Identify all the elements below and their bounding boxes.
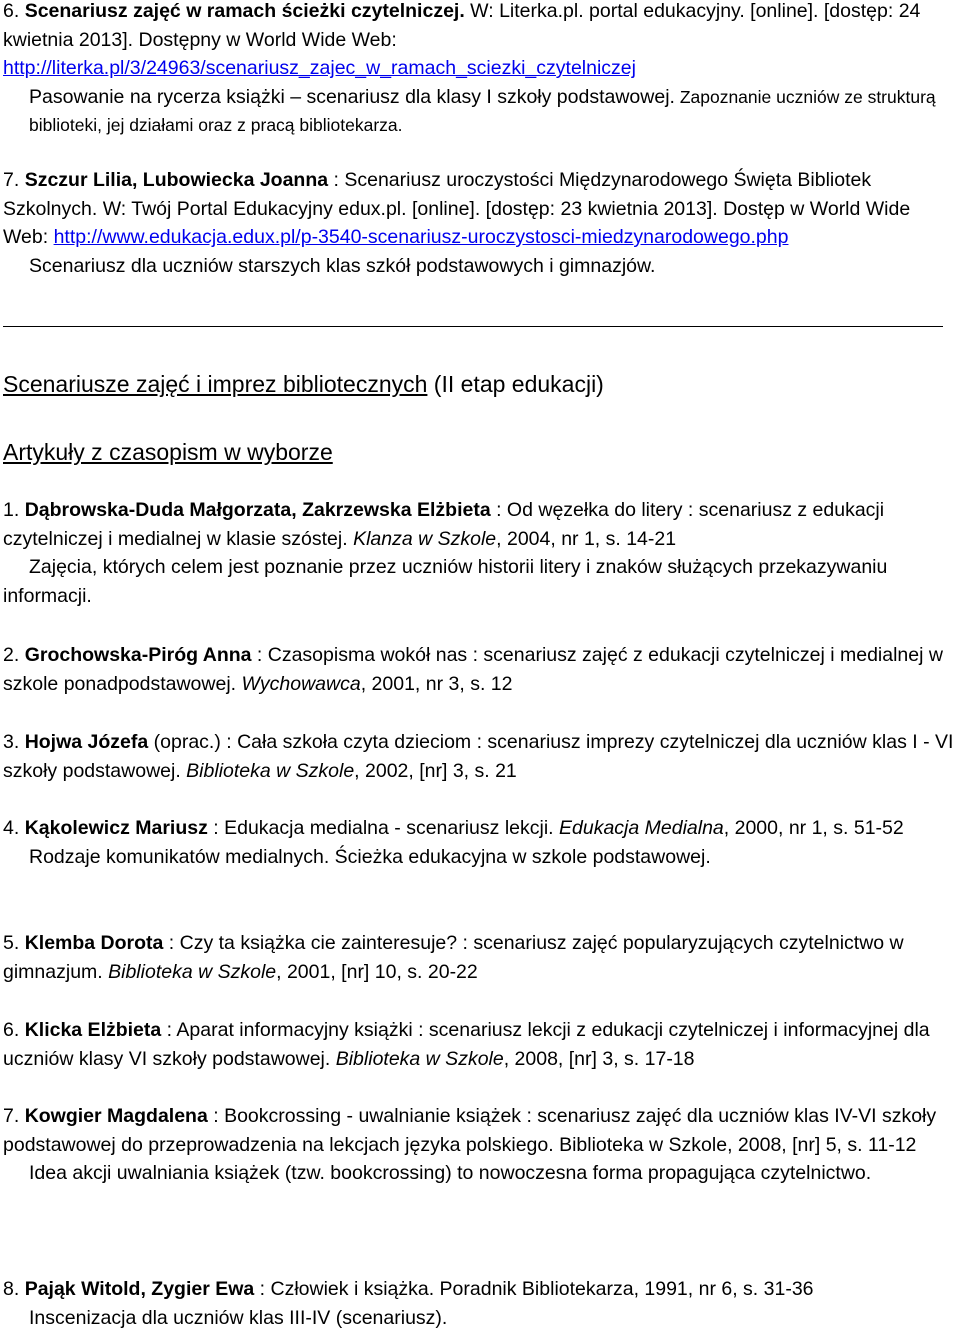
article-title: : Czy ta książka cie zainteresuje? : scenariusz zajęć popularyzujących czytelnictwo w gimnazjum. (3, 932, 904, 983)
article-title: : Czasopisma wokół nas : scenariusz zajęć z edukacji czytelniczej i medialnej w szkole ponadpodstawowej. (3, 644, 943, 695)
entry-link[interactable]: http://literka.pl/3/24963/scenariusz_zajec_w_ramach_sciezki_czytelniczej (3, 57, 636, 80)
article-note: Inscenizacja dla uczniów klas III-IV (scenariusz). (29, 1306, 448, 1329)
bibliography-entry-6 (3, 0, 958, 140)
article-entry-2 (3, 641, 958, 698)
entry-number: 6. (3, 0, 20, 22)
entry-note (3, 83, 958, 140)
section-heading-title: Scenariusze zajęć i imprez bibliotecznych (3, 371, 428, 397)
article-details: , 2000, nr 1, s. 51-52 (723, 817, 904, 839)
article-journal: Biblioteka w Szkole (335, 1047, 504, 1070)
entry-number: 7. (3, 169, 20, 191)
article-author: Dąbrowska-Duda Małgorzata, Zakrzewska Elżbieta (24, 499, 491, 521)
entry-source: W: Literka.pl. portal edukacyjny. [online]. [dostęp: 24 kwietnia 2013]. Dostępny w World Wide Web: (3, 0, 921, 51)
article-entry-5 (3, 929, 958, 986)
article-note-text: Idea akcji uwalniania książek (tzw. bookcrossing) to nowoczesna forma propagująca czytelnictwo. (29, 1162, 872, 1185)
article-title: (oprac.) : Cała szkoła czyta dzieciom : scenariusz imprezy czytelniczej dla uczniów klas I - VI szkoły podstawowej. (3, 731, 954, 782)
article-author: Pająk Witold, Zygier Ewa (24, 1278, 255, 1300)
entry-note-main: Pasowanie na rycerza książki – scenariusz dla klasy I szkoły podstawowej. (29, 85, 675, 108)
article-note (3, 1159, 958, 1188)
entry-note-tail: Zapoznanie uczniów ze strukturą biblioteki, jej działami oraz z pracą bibliotekarza. (29, 86, 936, 136)
article-title: : Od węzełka do litery : scenariusz z edukacji czytelniczej i medialnej w klasie szóstej. (3, 499, 885, 550)
article-number: 7. (3, 1105, 20, 1127)
article-details: , 2008, [nr] 3, s. 17-18 (503, 1047, 695, 1070)
article-author: Kąkolewicz Mariusz (24, 817, 208, 839)
article-details: , 2004, nr 1, s. 14-21 (496, 527, 677, 550)
article-citation (3, 496, 958, 553)
article-note (3, 553, 958, 610)
article-number: 1. (3, 499, 20, 521)
article-title: : Człowiek i książka. Poradnik Bibliotekarza, 1991, nr 6, s. 31-36 (254, 1278, 814, 1300)
entry-citation (3, 166, 958, 252)
article-details: , 2001, [nr] 10, s. 20-22 (276, 960, 478, 983)
article-number: 3. (3, 731, 20, 753)
article-author: Grochowska-Piróg Anna (24, 644, 252, 666)
article-note: Rodzaje komunikatów medialnych. Ścieżka edukacyjna w szkole podstawowej. (29, 845, 711, 868)
entry-note: Scenariusz dla uczniów starszych klas szkół podstawowych i gimnazjów. (29, 254, 656, 277)
article-author: Kowgier Magdalena (24, 1105, 208, 1127)
entry-author: Scenariusz zajęć w ramach ścieżki czytelniczej. (24, 0, 465, 22)
article-number: 8. (3, 1278, 20, 1300)
article-citation (3, 929, 958, 986)
article-journal: Biblioteka w Szkole (186, 759, 355, 782)
article-title: : Aparat informacyjny książki : scenariusz lekcji z edukacji czytelniczej i informacyjnej dla uczniów klasy VI szkoły podstawowej. (3, 1019, 930, 1070)
article-details: , 2002, [nr] 3, s. 21 (354, 759, 517, 782)
entry-citation (3, 0, 958, 83)
article-citation (3, 1275, 958, 1304)
bibliography-entry-7 (3, 166, 958, 280)
article-entry-7 (3, 1102, 958, 1188)
article-number: 4. (3, 817, 20, 839)
entry-link[interactable]: http://www.edukacja.edux.pl/p-3540-scenariusz-uroczystosci-miedzynarodowego.php (53, 226, 789, 249)
articles-heading: Artykuły z czasopism w wyborze (3, 439, 333, 465)
article-entry-4 (3, 814, 958, 871)
article-author: Klemba Dorota (24, 932, 164, 954)
entry-author: Szczur Lilia, Lubowiecka Joanna (24, 169, 329, 191)
article-citation (3, 814, 958, 843)
article-journal: Biblioteka w Szkole (108, 960, 277, 983)
article-entry-6 (3, 1016, 958, 1073)
article-citation (3, 641, 958, 698)
article-details: , 2001, nr 3, s. 12 (360, 672, 513, 695)
article-author: Klicka Elżbieta (24, 1019, 162, 1041)
article-citation (3, 1016, 958, 1073)
article-entry-1 (3, 496, 958, 610)
entry-source: : Scenariusz uroczystości Międzynarodowego Święta Bibliotek Szkolnych. W: Twój Portal Edukacyjny edux.pl. [online]. [dostęp: 23 kwietnia 2013]. Dostęp w World Wide Web: (3, 169, 911, 249)
article-title: : Edukacja medialna - scenariusz lekcji. (207, 817, 559, 839)
article-journal: Wychowawca (241, 672, 361, 695)
article-author: Hojwa Józefa (24, 731, 149, 753)
article-journal: Klanza w Szkole (353, 527, 497, 550)
article-number: 5. (3, 932, 20, 954)
section-heading (3, 368, 604, 400)
section-heading-subtitle: (II etap edukacji) (427, 371, 604, 397)
article-entry-8 (3, 1275, 958, 1332)
article-number: 2. (3, 644, 20, 666)
horizontal-rule (3, 326, 943, 327)
article-number: 6. (3, 1019, 20, 1041)
article-title: : Bookcrossing - uwalnianie książek : scenariusz zajęć dla uczniów klas IV-VI szkoły podstawowej do przeprowadzenia na lekcjach języka polskiego. Biblioteka w Szkole, 2008, [nr] 5, s. 11-12 (3, 1105, 937, 1156)
article-citation (3, 1102, 958, 1159)
article-note-text: Zajęcia, których celem jest poznanie przez uczniów historii litery i znaków służących przekazywaniu informacji. (3, 556, 888, 607)
article-journal: Edukacja Medialna (559, 817, 724, 839)
article-citation (3, 728, 958, 785)
article-entry-3 (3, 728, 958, 785)
